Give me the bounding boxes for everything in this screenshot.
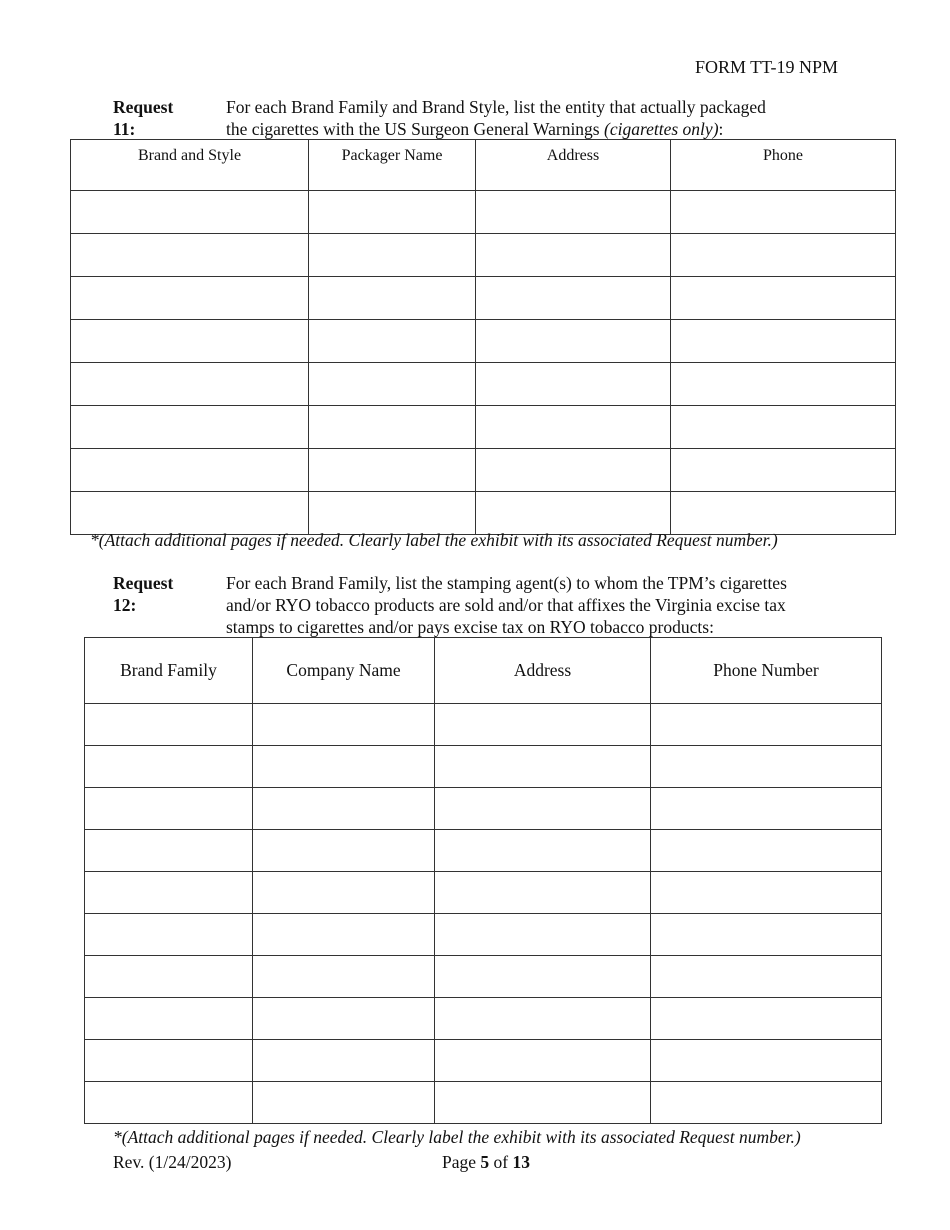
- request-12-table-body: [85, 704, 882, 1124]
- table-cell[interactable]: [71, 191, 309, 234]
- table-cell[interactable]: [651, 1040, 882, 1082]
- page-number: [442, 1152, 530, 1173]
- table-cell[interactable]: [309, 363, 476, 406]
- table-cell[interactable]: [309, 234, 476, 277]
- table-row: [85, 1082, 882, 1124]
- table-cell[interactable]: [309, 406, 476, 449]
- table-cell[interactable]: [85, 1082, 253, 1124]
- table-cell[interactable]: [435, 872, 651, 914]
- table-cell[interactable]: [253, 998, 435, 1040]
- table-row: [71, 277, 896, 320]
- request-11-note: *(Attach additional pages if needed. Clearly label the exhibit with its associated Request number.): [90, 530, 778, 550]
- page-of: of: [489, 1152, 513, 1172]
- table-cell[interactable]: [651, 704, 882, 746]
- table-cell[interactable]: [671, 234, 896, 277]
- table-header-row: [85, 638, 882, 704]
- table-row: [71, 449, 896, 492]
- table-row: [85, 872, 882, 914]
- request-11-line-2-main: the cigarettes with the US Surgeon General Warnings: [226, 119, 604, 139]
- request-12-note: *(Attach additional pages if needed. Clearly label the exhibit with its associated Request number.): [113, 1127, 801, 1147]
- table-cell[interactable]: [435, 788, 651, 830]
- table-cell[interactable]: [71, 320, 309, 363]
- request-11-label: Request 11:: [113, 97, 174, 139]
- table-cell[interactable]: [71, 449, 309, 492]
- table-cell[interactable]: [671, 406, 896, 449]
- table-cell[interactable]: [309, 320, 476, 363]
- request-12-line-3: stamps to cigarettes and/or pays excise tax on RYO tobacco products:: [226, 617, 714, 637]
- table-cell[interactable]: [651, 914, 882, 956]
- table-cell[interactable]: [71, 406, 309, 449]
- request-11-table-body: [71, 191, 896, 535]
- table-row: [85, 998, 882, 1040]
- table-row: [71, 234, 896, 277]
- table-cell[interactable]: [651, 746, 882, 788]
- form-id: FORM TT-19 NPM: [694, 57, 838, 77]
- table-cell[interactable]: [71, 234, 309, 277]
- request-12-label: Request 12:: [113, 573, 174, 615]
- table-cell[interactable]: [435, 746, 651, 788]
- table-cell[interactable]: [253, 872, 435, 914]
- table-row: [85, 830, 882, 872]
- table-cell[interactable]: [651, 830, 882, 872]
- table-cell[interactable]: [671, 277, 896, 320]
- table-cell[interactable]: [85, 788, 253, 830]
- table-cell[interactable]: [435, 704, 651, 746]
- table-cell[interactable]: [671, 191, 896, 234]
- column-header-address: Address: [476, 140, 671, 191]
- column-header-phone: Phone: [671, 140, 896, 191]
- table-cell[interactable]: [85, 998, 253, 1040]
- request-11-table: [70, 139, 896, 535]
- request-11-line-2-italic: (cigarettes only): [604, 119, 719, 139]
- table-row: [71, 191, 896, 234]
- table-cell[interactable]: [253, 914, 435, 956]
- table-cell[interactable]: [651, 788, 882, 830]
- request-11-line-2-end: :: [718, 119, 724, 139]
- request-12-table: [84, 637, 882, 1124]
- table-cell[interactable]: [651, 998, 882, 1040]
- table-cell[interactable]: [651, 872, 882, 914]
- table-cell[interactable]: [253, 746, 435, 788]
- table-cell[interactable]: [85, 956, 253, 998]
- table-cell[interactable]: [476, 234, 671, 277]
- page-total: 13: [512, 1152, 530, 1172]
- column-header-packager-name: Packager Name: [309, 140, 476, 191]
- table-cell[interactable]: [85, 704, 253, 746]
- table-cell[interactable]: [253, 1082, 435, 1124]
- table-cell[interactable]: [476, 191, 671, 234]
- table-cell[interactable]: [671, 492, 896, 535]
- table-cell[interactable]: [309, 492, 476, 535]
- table-cell[interactable]: [476, 277, 671, 320]
- table-cell[interactable]: [435, 956, 651, 998]
- table-row: [71, 492, 896, 535]
- table-cell[interactable]: [85, 1040, 253, 1082]
- table-cell[interactable]: [253, 830, 435, 872]
- table-cell[interactable]: [85, 830, 253, 872]
- request-12-line-1: For each Brand Family, list the stamping agent(s) to whom the TPM’s cigarettes: [226, 573, 787, 593]
- table-cell[interactable]: [671, 320, 896, 363]
- table-cell[interactable]: [71, 277, 309, 320]
- table-row: [85, 1040, 882, 1082]
- table-cell[interactable]: [435, 830, 651, 872]
- table-row: [85, 914, 882, 956]
- request-12-text: [226, 572, 846, 638]
- request-11-text: [226, 96, 846, 140]
- table-cell[interactable]: [476, 320, 671, 363]
- table-cell[interactable]: [476, 449, 671, 492]
- table-row: [85, 956, 882, 998]
- table-cell[interactable]: [85, 914, 253, 956]
- table-row: [71, 363, 896, 406]
- table-cell[interactable]: [435, 914, 651, 956]
- table-cell[interactable]: [651, 1082, 882, 1124]
- table-cell[interactable]: [651, 956, 882, 998]
- table-cell[interactable]: [309, 277, 476, 320]
- table-row: [85, 788, 882, 830]
- table-cell[interactable]: [253, 788, 435, 830]
- table-cell[interactable]: [476, 406, 671, 449]
- table-cell[interactable]: [476, 492, 671, 535]
- column-header-brand-family: Brand Family: [85, 638, 253, 704]
- table-cell[interactable]: [85, 872, 253, 914]
- page-current: 5: [480, 1152, 490, 1172]
- table-cell[interactable]: [309, 449, 476, 492]
- table-cell[interactable]: [71, 363, 309, 406]
- table-cell[interactable]: [253, 704, 435, 746]
- request-11-line-1: For each Brand Family and Brand Style, list the entity that actually packaged: [226, 97, 766, 117]
- revision-date: Rev. (1/24/2023): [113, 1152, 232, 1172]
- table-row: [85, 746, 882, 788]
- table-row: [71, 320, 896, 363]
- table-cell[interactable]: [476, 363, 671, 406]
- table-cell[interactable]: [71, 492, 309, 535]
- column-header-brand-style: Brand and Style: [71, 140, 309, 191]
- request-11-line-2: [226, 118, 846, 140]
- request-12-line-2: and/or RYO tobacco products are sold and/or that affixes the Virginia excise tax: [226, 595, 786, 615]
- column-header-phone-number: Phone Number: [651, 638, 882, 704]
- table-row: [71, 406, 896, 449]
- table-row: [85, 704, 882, 746]
- table-cell[interactable]: [671, 363, 896, 406]
- column-header-address: Address: [435, 638, 651, 704]
- table-cell[interactable]: [435, 1082, 651, 1124]
- page-prefix: Page: [442, 1152, 481, 1172]
- table-cell[interactable]: [309, 191, 476, 234]
- table-cell[interactable]: [435, 998, 651, 1040]
- table-cell[interactable]: [85, 746, 253, 788]
- table-cell[interactable]: [671, 449, 896, 492]
- table-cell[interactable]: [435, 1040, 651, 1082]
- table-header-row: [71, 140, 896, 191]
- column-header-company-name: Company Name: [253, 638, 435, 704]
- table-cell[interactable]: [253, 956, 435, 998]
- table-cell[interactable]: [253, 1040, 435, 1082]
